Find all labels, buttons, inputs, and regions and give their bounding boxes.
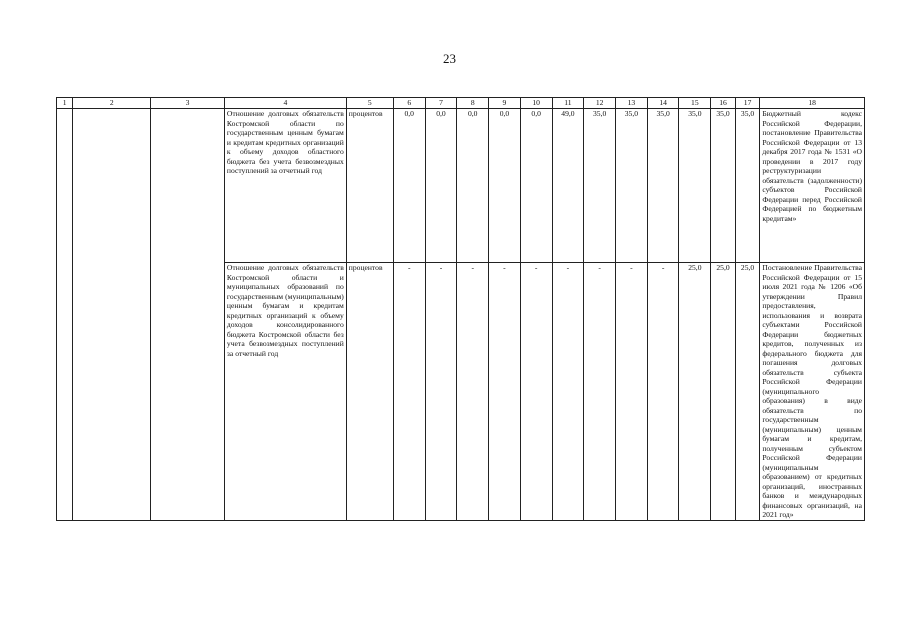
column-number: 11 bbox=[552, 98, 584, 109]
column-number-row bbox=[57, 98, 865, 109]
column-number: 17 bbox=[735, 98, 760, 109]
column-number: 5 bbox=[346, 98, 393, 109]
unit-cell: процентов bbox=[346, 109, 393, 263]
value-cell: 0,0 bbox=[393, 109, 425, 263]
value-cell: - bbox=[393, 263, 425, 521]
value-cell: 35,0 bbox=[647, 109, 679, 263]
value-cell: 35,0 bbox=[735, 109, 760, 263]
value-cell: 25,0 bbox=[679, 263, 711, 521]
column-number: 14 bbox=[647, 98, 679, 109]
value-cell: 35,0 bbox=[679, 109, 711, 263]
value-cell: 0,0 bbox=[520, 109, 552, 263]
column-number: 4 bbox=[224, 98, 346, 109]
column-number: 3 bbox=[151, 98, 225, 109]
value-cell: 35,0 bbox=[616, 109, 648, 263]
value-cell: 35,0 bbox=[711, 109, 736, 263]
column-number: 12 bbox=[584, 98, 616, 109]
page-number: 23 bbox=[443, 51, 456, 66]
value-cell: 49,0 bbox=[552, 109, 584, 263]
column-number: 13 bbox=[616, 98, 648, 109]
column-number: 16 bbox=[711, 98, 736, 109]
value-cell: - bbox=[616, 263, 648, 521]
column-number: 10 bbox=[520, 98, 552, 109]
value-cell: - bbox=[520, 263, 552, 521]
value-cell: - bbox=[489, 263, 521, 521]
value-cell: - bbox=[647, 263, 679, 521]
indicators-table bbox=[56, 97, 865, 521]
value-cell: 0,0 bbox=[457, 109, 489, 263]
column-number: 7 bbox=[425, 98, 457, 109]
unit-cell: процентов bbox=[346, 263, 393, 521]
column-number: 18 bbox=[760, 98, 865, 109]
column-number: 15 bbox=[679, 98, 711, 109]
value-cell: - bbox=[584, 263, 616, 521]
column-number: 1 bbox=[57, 98, 73, 109]
column-number: 6 bbox=[393, 98, 425, 109]
legal-basis-cell: Бюджетный кодекс Российской Федерации, постановление Правительства Российской Федерации от 13 декабря 2017 года № 1531 «О проведении в 2017 году реструктуризации обязательств (задолженности) субъектов Российской Федерации перед Российской Федерацией по бюджетным кредитам» bbox=[760, 109, 865, 263]
table-row bbox=[57, 109, 865, 263]
value-cell: 25,0 bbox=[711, 263, 736, 521]
value-cell: 35,0 bbox=[584, 109, 616, 263]
value-cell: - bbox=[425, 263, 457, 521]
column-number: 9 bbox=[489, 98, 521, 109]
indicator-cell: Отношение долговых обязательств Костромской области и муниципальных образований по государственным (муниципальным) ценным бумагам и кредитам кредитных организаций к объему доходов консолидированного бюджета Костромской области без учета безвозмездных поступлений за отчетный год bbox=[224, 263, 346, 521]
value-cell: 0,0 bbox=[425, 109, 457, 263]
indicator-cell: Отношение долговых обязательств Костромской области по государственным ценным бумагам и кредитам кредитных организаций к объему доходов областного бюджета без учета безвозмездных поступлений за отчетный год bbox=[224, 109, 346, 263]
value-cell: - bbox=[552, 263, 584, 521]
legal-basis-cell: Постановление Правительства Российской Федерации от 15 июля 2021 года № 1206 «Об утверждении Правил предоставления, использования и возврата субъектами Российской Федерации бюджетных кредитов, полученных из федерального бюджета для погашения долговых обязательств субъекта Российской Федерации (муниципального образования) в виде обязательств по государственным (муниципальным) ценным бумагам и кредитам, полученным субъектом Российской Федерации (муниципальным образованием) от кредитных организаций, иностранных банков и международных финансовых организаций, на 2021 год» bbox=[760, 263, 865, 521]
value-cell: 0,0 bbox=[489, 109, 521, 263]
column-number: 2 bbox=[73, 98, 151, 109]
value-cell: - bbox=[457, 263, 489, 521]
column-number: 8 bbox=[457, 98, 489, 109]
cell-col-3 bbox=[151, 109, 225, 521]
cell-col-1 bbox=[57, 109, 73, 521]
value-cell: 25,0 bbox=[735, 263, 760, 521]
cell-col-2 bbox=[73, 109, 151, 521]
